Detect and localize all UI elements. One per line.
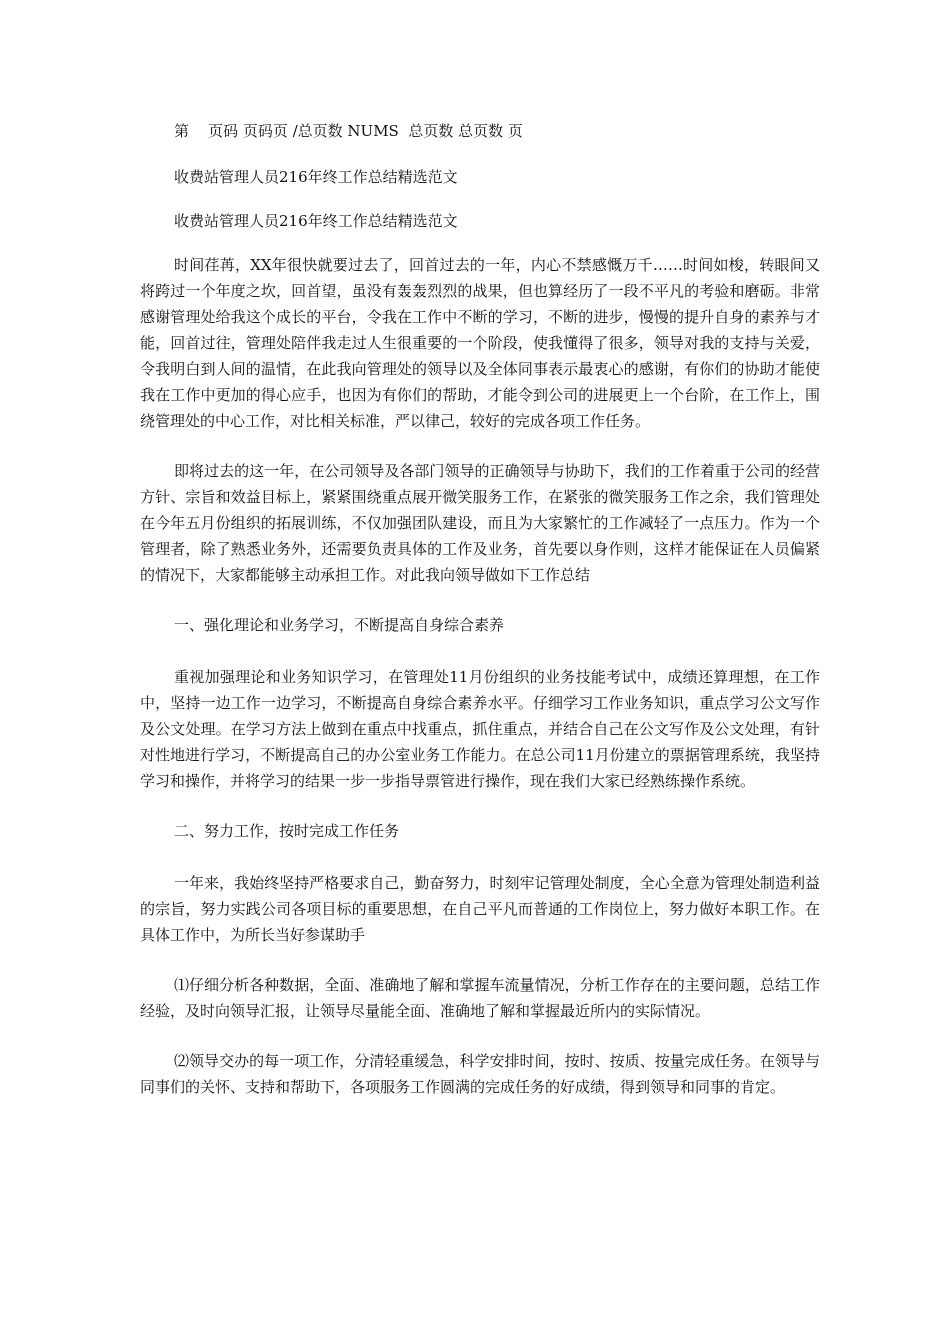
section-heading-2: 二、努力工作，按时完成工作任务 (174, 822, 400, 840)
paragraph-work: 一年来，我始终坚持严格要求自己，勤奋努力，时刻牢记管理处制度，全心全意为管理处制造利益的宗旨，努力实践公司各项目标的重要思想，在自己平凡而普通的工作岗位上，努力做好本职工作。在具体工作中，为所长当好参谋助手 (140, 874, 820, 944)
document-page (140, 118, 820, 1124)
page-number-field-line: 第 页码 页码页 /总页数 NUMS 总页数 总页数 页 (174, 122, 523, 140)
document-subtitle: 收费站管理人员216年终工作总结精选范文 (174, 212, 458, 230)
section-heading-1: 一、强化理论和业务学习，不断提高自身综合素养 (174, 616, 505, 634)
paragraph-overview: 即将过去的这一年，在公司领导及各部门领导的正确领导与协助下，我们的工作着重于公司的经营方针、宗旨和效益目标上，紧紧围绕重点展开微笑服务工作，在紧张的微笑服务工作之余，我们管理处在今年五月份组织的拓展训练，不仅加强团队建设，而且为大家繁忙的工作减轻了一点压力。作为一个管理者，除了熟悉业务外，还需要负责具体的工作及业务，首先要以身作则，这样才能保证在人员偏紧的情况下，大家都能够主动承担工作。对此我向领导做如下工作总结 (140, 462, 820, 584)
document-title: 收费站管理人员216年终工作总结精选范文 (174, 168, 458, 186)
paragraph-study: 重视加强理论和业务知识学习，在管理处11月份组织的业务技能考试中，成绩还算理想，在工作中，坚持一边工作一边学习，不断提高自身综合素养水平。仔细学习工作业务知识，重点学习公文写作及公文处理。在学习方法上做到在重点中找重点，抓住重点，并结合自己在公文写作及公文处理，有针对性地进行学习，不断提高自己的办公室业务工作能力。在总公司11月份建立的票据管理系统，我坚持学习和操作，并将学习的结果一步一步指导票管进行操作，现在我们大家已经熟练操作系统。 (140, 668, 820, 790)
paragraph-item-2: ⑵领导交办的每一项工作，分清轻重缓急，科学安排时间，按时、按质、按量完成任务。在领导与同事们的关怀、支持和帮助下，各项服务工作圆满的完成任务的好成绩，得到领导和同事的肯定。 (140, 1052, 820, 1096)
paragraph-item-1: ⑴仔细分析各种数据，全面、准确地了解和掌握车流量情况，分析工作存在的主要问题，总结工作经验，及时向领导汇报，让领导尽量能全面、准确地了解和掌握最近所内的实际情况。 (140, 976, 820, 1020)
paragraph-intro: 时间荏苒，XX年很快就要过去了，回首过去的一年，内心不禁感慨万千……时间如梭，转眼间又将跨过一个年度之坎，回首望，虽没有轰轰烈烈的战果，但也算经历了一段不平凡的考验和磨砺。非常感谢管理处给我这个成长的平台，令我在工作中不断的学习，不断的进步，慢慢的提升自身的素养与才能，回首过往，管理处陪伴我走过人生很重要的一个阶段，使我懂得了很多，领导对我的支持与关爱，令我明白到人间的温情，在此我向管理处的领导以及全体同事表示最衷心的感谢，有你们的协助才能使我在工作中更加的得心应手，也因为有你们的帮助，才能令到公司的进展更上一个台阶，在工作上，围绕管理处的中心工作，对比相关标准，严以律己，较好的完成各项工作任务。 (140, 256, 820, 430)
